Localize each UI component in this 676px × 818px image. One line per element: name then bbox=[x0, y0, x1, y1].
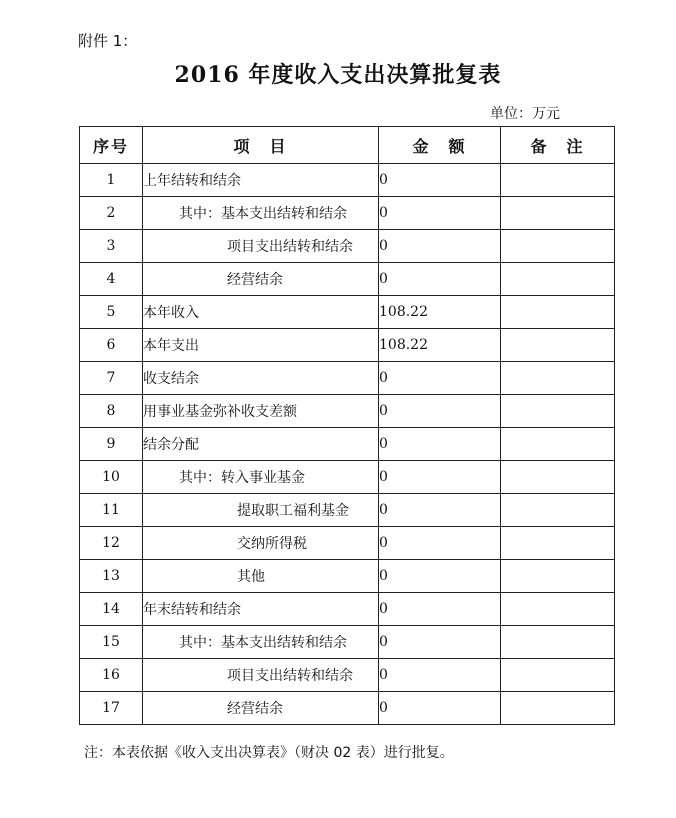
row-seq: 14 bbox=[80, 593, 143, 626]
row-amount: 0 bbox=[379, 395, 501, 428]
table-header-row bbox=[80, 127, 615, 164]
row-seq: 8 bbox=[80, 395, 143, 428]
row-amount: 0 bbox=[379, 461, 501, 494]
row-seq: 10 bbox=[80, 461, 143, 494]
row-seq: 17 bbox=[80, 692, 143, 725]
row-item: 项目支出结转和结余 bbox=[143, 659, 379, 692]
header-item: 项 目 bbox=[143, 127, 379, 164]
row-seq: 12 bbox=[80, 527, 143, 560]
row-item: 其中：转入事业基金 bbox=[143, 461, 379, 494]
row-seq: 9 bbox=[80, 428, 143, 461]
row-note bbox=[501, 692, 615, 725]
row-note bbox=[501, 263, 615, 296]
row-seq: 13 bbox=[80, 560, 143, 593]
row-seq: 5 bbox=[80, 296, 143, 329]
row-note bbox=[501, 593, 615, 626]
row-seq: 16 bbox=[80, 659, 143, 692]
row-note bbox=[501, 626, 615, 659]
attachment-label: 附件 1： bbox=[78, 32, 138, 50]
row-item: 年末结转和结余 bbox=[143, 593, 379, 626]
table-row bbox=[80, 692, 615, 725]
table-row bbox=[80, 362, 615, 395]
row-amount: 0 bbox=[379, 263, 501, 296]
row-note bbox=[501, 362, 615, 395]
row-amount: 0 bbox=[379, 527, 501, 560]
row-amount: 0 bbox=[379, 593, 501, 626]
row-note bbox=[501, 659, 615, 692]
header-seq: 序号 bbox=[80, 127, 143, 164]
unit-label: 单位：万元 bbox=[490, 106, 560, 122]
row-item: 用事业基金弥补收支差额 bbox=[143, 395, 379, 428]
row-seq: 7 bbox=[80, 362, 143, 395]
row-note bbox=[501, 164, 615, 197]
row-amount: 0 bbox=[379, 362, 501, 395]
table-row bbox=[80, 164, 615, 197]
row-item: 经营结余 bbox=[143, 692, 379, 725]
table-row bbox=[80, 395, 615, 428]
row-amount: 0 bbox=[379, 428, 501, 461]
table-row bbox=[80, 659, 615, 692]
row-amount: 0 bbox=[379, 197, 501, 230]
row-item: 交纳所得税 bbox=[143, 527, 379, 560]
page-title: 2016 年度收入支出决算批复表 bbox=[174, 62, 502, 88]
row-item: 项目支出结转和结余 bbox=[143, 230, 379, 263]
row-item: 提取职工福利基金 bbox=[143, 494, 379, 527]
row-note bbox=[501, 197, 615, 230]
table-row bbox=[80, 428, 615, 461]
row-item: 其中：基本支出结转和结余 bbox=[143, 626, 379, 659]
row-note bbox=[501, 494, 615, 527]
row-note bbox=[501, 395, 615, 428]
row-note bbox=[501, 560, 615, 593]
header-note: 备 注 bbox=[501, 127, 615, 164]
row-seq: 2 bbox=[80, 197, 143, 230]
row-amount: 0 bbox=[379, 560, 501, 593]
row-note bbox=[501, 230, 615, 263]
row-note bbox=[501, 428, 615, 461]
row-note bbox=[501, 329, 615, 362]
row-seq: 15 bbox=[80, 626, 143, 659]
row-seq: 11 bbox=[80, 494, 143, 527]
row-item: 其他 bbox=[143, 560, 379, 593]
row-item: 上年结转和结余 bbox=[143, 164, 379, 197]
row-amount: 0 bbox=[379, 230, 501, 263]
row-note bbox=[501, 296, 615, 329]
row-amount: 108.22 bbox=[379, 296, 501, 329]
budget-table bbox=[79, 126, 615, 725]
row-amount: 0 bbox=[379, 692, 501, 725]
header-amount: 金 额 bbox=[379, 127, 501, 164]
row-amount: 0 bbox=[379, 659, 501, 692]
row-seq: 6 bbox=[80, 329, 143, 362]
row-item: 收支结余 bbox=[143, 362, 379, 395]
row-seq: 1 bbox=[80, 164, 143, 197]
table-row bbox=[80, 494, 615, 527]
table-row bbox=[80, 296, 615, 329]
table-row bbox=[80, 197, 615, 230]
row-amount: 0 bbox=[379, 494, 501, 527]
row-item: 结余分配 bbox=[143, 428, 379, 461]
row-item: 其中：基本支出结转和结余 bbox=[143, 197, 379, 230]
row-seq: 3 bbox=[80, 230, 143, 263]
table-row bbox=[80, 593, 615, 626]
row-item: 本年支出 bbox=[143, 329, 379, 362]
row-item: 经营结余 bbox=[143, 263, 379, 296]
row-note bbox=[501, 461, 615, 494]
table-row bbox=[80, 626, 615, 659]
row-note bbox=[501, 527, 615, 560]
table-row bbox=[80, 560, 615, 593]
table-row bbox=[80, 329, 615, 362]
table-row bbox=[80, 263, 615, 296]
row-amount: 0 bbox=[379, 626, 501, 659]
row-seq: 4 bbox=[80, 263, 143, 296]
row-amount: 0 bbox=[379, 164, 501, 197]
row-item: 本年收入 bbox=[143, 296, 379, 329]
row-amount: 108.22 bbox=[379, 329, 501, 362]
table-row bbox=[80, 527, 615, 560]
footnote: 注：本表依据《收入支出决算表》（财决 02 表）进行批复。 bbox=[84, 745, 454, 761]
table-row bbox=[80, 461, 615, 494]
table-row bbox=[80, 230, 615, 263]
